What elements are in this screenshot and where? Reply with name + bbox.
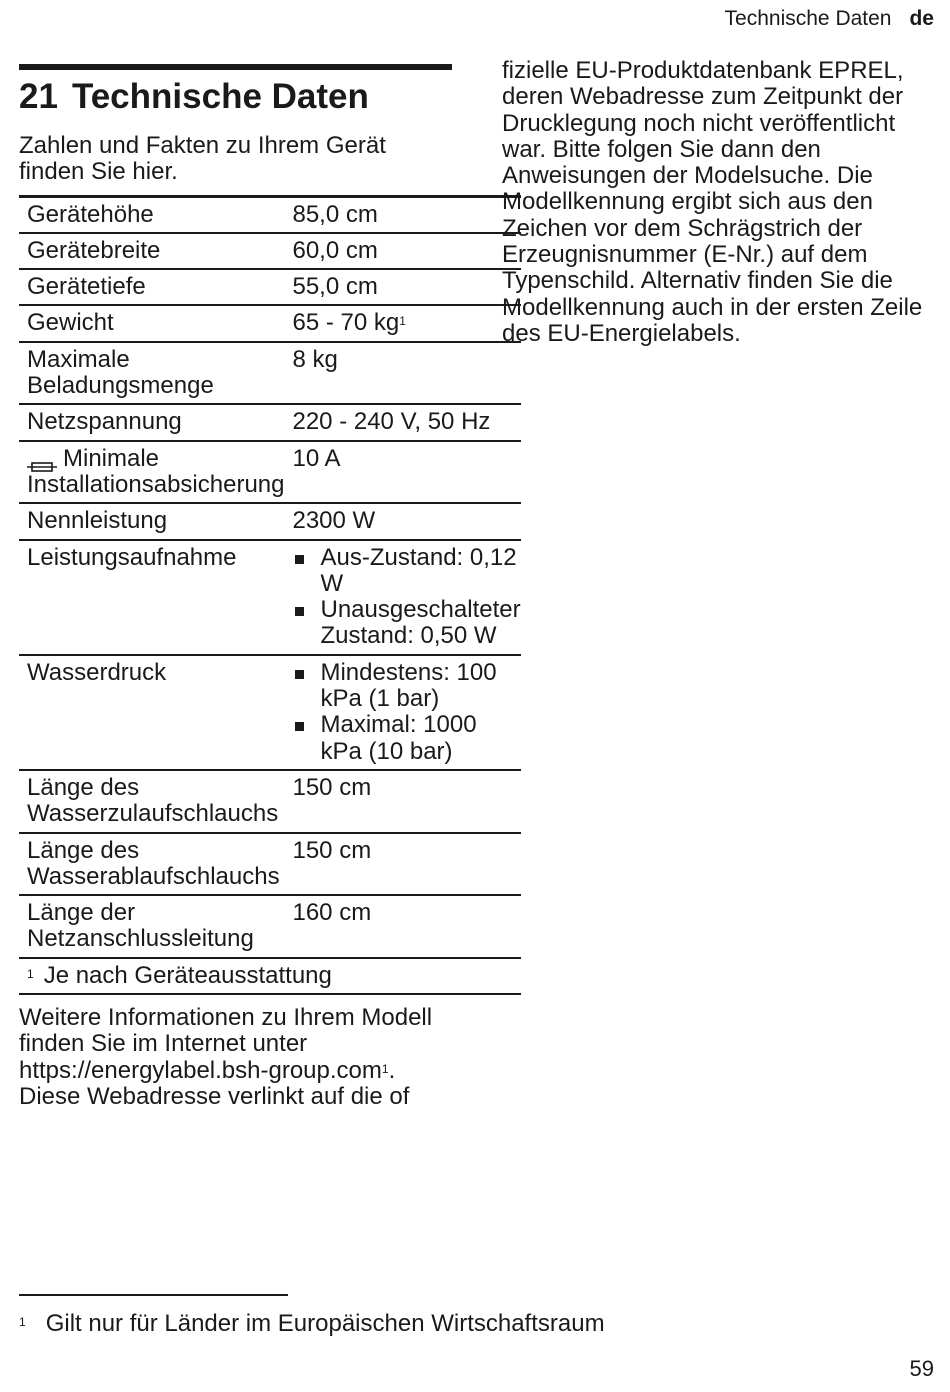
list-item: Unausgeschalteter Zustand: 0,50 W bbox=[292, 597, 520, 650]
footnote-rule bbox=[19, 1294, 288, 1296]
running-header bbox=[725, 7, 934, 31]
spec-label: Gerätebreite bbox=[19, 233, 284, 269]
spec-value bbox=[284, 540, 520, 655]
header-section: Technische Daten bbox=[724, 7, 892, 30]
bullet-list bbox=[292, 545, 520, 650]
spec-label: Nennleistung bbox=[19, 503, 284, 539]
table-row bbox=[19, 540, 521, 655]
spec-label: Netzspannung bbox=[19, 404, 284, 440]
footnote-ref: 1 bbox=[399, 314, 406, 329]
table-row bbox=[19, 196, 521, 233]
table-row bbox=[19, 233, 521, 269]
chapter-title-text: Technische Daten bbox=[71, 77, 369, 116]
spec-label: Minimale Installationsabsicherung bbox=[19, 441, 284, 504]
spec-value: 10 A bbox=[284, 441, 520, 504]
table-row bbox=[19, 404, 521, 440]
header-language: de bbox=[909, 7, 934, 30]
list-item: Maximal: 1000 kPa (10 bar) bbox=[292, 712, 520, 765]
footnote-ref: 1 bbox=[381, 1061, 389, 1076]
table-row bbox=[19, 655, 521, 770]
table-row bbox=[19, 305, 521, 341]
page-footnote bbox=[19, 1311, 605, 1337]
table-footnote-text: Je nach Geräteausstattung bbox=[43, 961, 332, 989]
table-row bbox=[19, 503, 521, 539]
specs-table bbox=[19, 195, 521, 995]
table-row bbox=[19, 770, 521, 833]
table-footnote-cell bbox=[19, 958, 521, 994]
spec-label: Wasserdruck bbox=[19, 655, 284, 770]
spec-label: Gerätetiefe bbox=[19, 269, 284, 305]
left-column bbox=[19, 64, 521, 1110]
spec-value: 150 cm bbox=[284, 770, 520, 833]
chapter-number: 21 bbox=[19, 77, 58, 116]
spec-label: Gewicht bbox=[19, 305, 284, 341]
footnote-mark: 1 bbox=[27, 966, 34, 981]
spec-value: 150 cm bbox=[284, 833, 520, 896]
spec-label: Länge der Netzanschlussleitung bbox=[19, 895, 284, 958]
table-row bbox=[19, 441, 521, 504]
spec-value: 8 kg bbox=[284, 342, 520, 405]
page-number: 59 bbox=[909, 1356, 934, 1381]
right-column-text: fizielle EU-Produktdatenbank EPREL, deren Webadresse zum Zeitpunkt der Drucklegung noch nicht veröffentlicht war. Bitte folgen Sie dann den Anweisungen der Modelsuche. Die Modellkennung ergibt sich aus den Zeichen vor dem Schrägstrich der Erzeugnisnummer (E-Nr.) auf dem Typenschild. Alternativ finden Sie die Modellkennung auch in der ersten Zeile des EU-Energielabels. bbox=[502, 57, 923, 347]
list-item: Mindestens: 100 kPa (1 bar) bbox=[292, 660, 520, 713]
title-rule bbox=[19, 64, 452, 70]
spec-value: 85,0 cm bbox=[284, 196, 520, 233]
spec-value: 55,0 cm bbox=[284, 269, 520, 305]
spec-value bbox=[284, 655, 520, 770]
table-row bbox=[19, 833, 521, 896]
intro-text: Zahlen und Fakten zu Ihrem Gerät finden Sie hier. bbox=[19, 132, 386, 186]
table-row bbox=[19, 895, 521, 958]
table-row bbox=[19, 342, 521, 405]
fuse-icon bbox=[27, 453, 57, 465]
spec-value: 60,0 cm bbox=[284, 233, 520, 269]
spec-value: 220 - 240 V, 50 Hz bbox=[284, 404, 520, 440]
spec-label: Gerätehöhe bbox=[19, 196, 284, 233]
list-item: Aus-Zustand: 0,12 W bbox=[292, 545, 520, 598]
spec-label: Länge des Wasserzulaufschlauchs bbox=[19, 770, 284, 833]
bullet-list bbox=[292, 660, 520, 765]
table-footnote bbox=[19, 958, 521, 994]
footnote-mark: 1 bbox=[19, 1315, 26, 1329]
energylabel-link[interactable]: https://energylabel.bsh-group.com bbox=[19, 1056, 382, 1084]
spec-value: 2300 W bbox=[284, 503, 520, 539]
spec-value: 160 cm bbox=[284, 895, 520, 958]
page-footnote-text: Gilt nur für Länder im Europäischen Wirtschaftsraum bbox=[45, 1310, 605, 1337]
more-info-text: Weitere Informationen zu Ihrem Modell finden Sie im Internet unter https://energylabel.bsh-group.com$^1$. Diese Webadresse verlinkt auf die of bbox=[19, 1004, 433, 1110]
spec-value: 65 - 70 $kg^1$ bbox=[284, 305, 520, 341]
spec-label: Maximale Beladungsmenge bbox=[19, 342, 284, 405]
spec-label: Länge des Wasserablaufschlauchs bbox=[19, 833, 284, 896]
spec-label: Leistungsaufnahme bbox=[19, 540, 284, 655]
chapter-title bbox=[19, 77, 452, 117]
table-row bbox=[19, 269, 521, 305]
